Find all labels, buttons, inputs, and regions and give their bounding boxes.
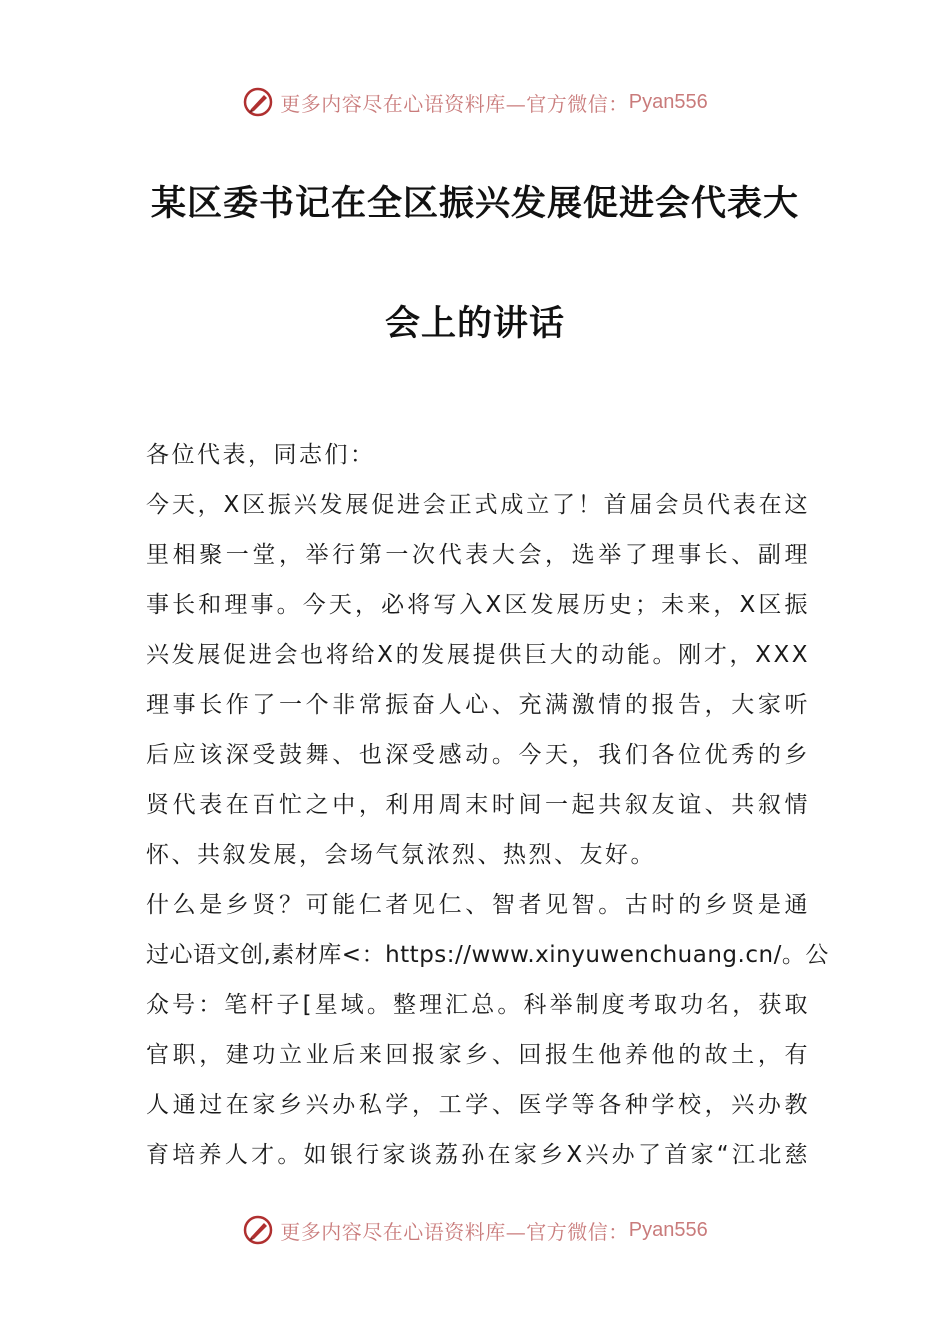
pen-logo-icon xyxy=(242,86,274,118)
body-line: 兴发展促进会也将给X的发展提供巨大的动能。刚才，XXX xyxy=(146,642,810,668)
watermark-wechat-id: Pyan556 xyxy=(628,90,708,113)
body-line: 育培养人才。如银行家谈荔孙在家乡X兴办了首家“江北慈 xyxy=(146,1142,810,1168)
body-line: 各位代表，同志们： xyxy=(146,442,376,468)
document-title-line-2: 会上的讲话 xyxy=(384,304,565,344)
body-line: 里相聚一堂，举行第一次代表大会，选举了理事长、副理 xyxy=(146,542,810,568)
body-line: 理事长作了一个非常振奋人心、充满激情的报告，大家听 xyxy=(146,692,810,718)
watermark-text: 更多内容尽在心语资料库—官方微信： xyxy=(280,1219,629,1244)
body-line: 后应该深受鼓舞、也深受感动。今天，我们各位优秀的乡 xyxy=(146,742,810,768)
watermark-wechat-id: Pyan556 xyxy=(628,1218,708,1241)
body-line: 今天，X区振兴发展促进会正式成立了！首届会员代表在这 xyxy=(146,492,810,518)
body-line: 什么是乡贤？可能仁者见仁、智者见智。古时的乡贤是通 xyxy=(146,892,810,918)
body-line: 官职，建功立业后来回报家乡、回报生他养他的故土，有 xyxy=(146,1042,810,1068)
pen-logo-icon xyxy=(242,1214,274,1246)
body-line: 事长和理事。今天，必将写入X区发展历史；未来，X区振 xyxy=(146,592,810,618)
header-watermark xyxy=(0,82,950,122)
body-line: 贤代表在百忙之中，利用周末时间一起共叙友谊、共叙情 xyxy=(146,792,810,818)
body-line: 怀、共叙发展，会场气氛浓烈、热烈、友好。 xyxy=(146,842,656,868)
body-line: 人通过在家乡兴办私学，工学、医学等各种学校，兴办教 xyxy=(146,1092,810,1118)
footer-watermark xyxy=(0,1210,950,1250)
watermark-text: 更多内容尽在心语资料库—官方微信： xyxy=(280,91,629,116)
body-line: 众号：笔杆子[星域。整理汇总。科举制度考取功名，获取 xyxy=(146,992,810,1018)
body-line: 过心语文创,素材库<：https://www.xinyuwenchuang.cn/。公 xyxy=(146,942,829,968)
document-title-line-1: 某区委书记在全区振兴发展促进会代表大 xyxy=(150,184,799,224)
document-body xyxy=(146,430,829,1180)
